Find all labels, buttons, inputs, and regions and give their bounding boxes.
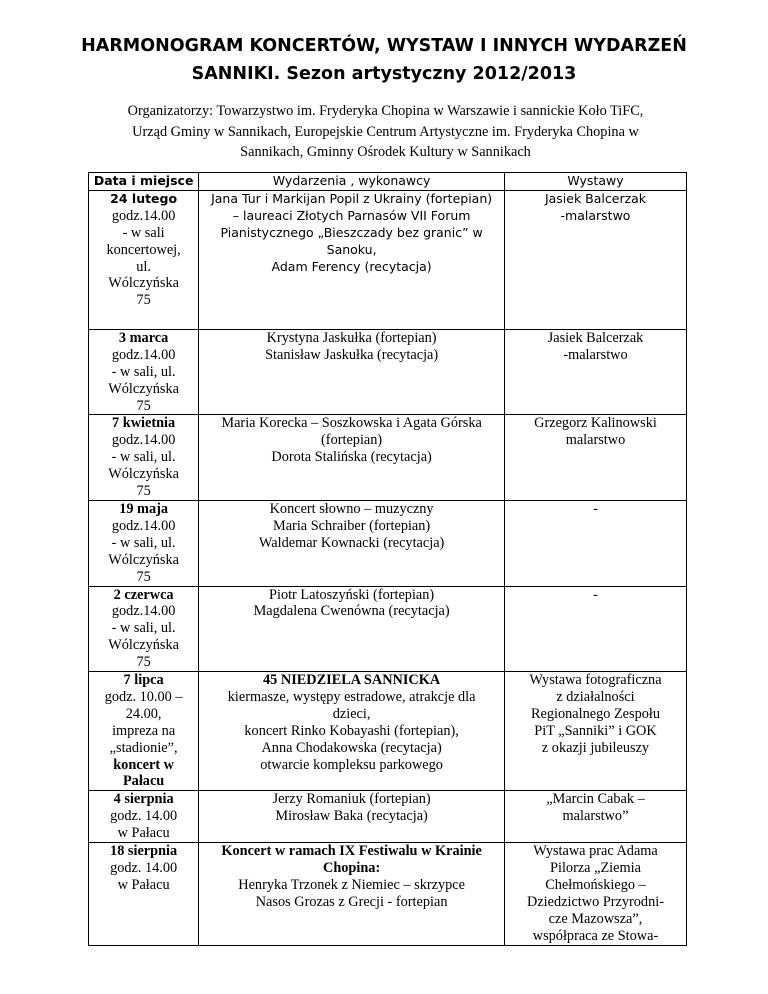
date-cell — [89, 586, 199, 672]
event-line: Magdalena Cwenówna (recytacja) — [253, 603, 450, 620]
event-line: Henryka Trzonek z Niemiec – skrzypce — [238, 876, 465, 893]
event-cell — [199, 672, 505, 791]
exhibition-line: Pilorza „Ziemia — [550, 860, 641, 876]
exhibition-line: Dziedzictwo Przyrodni- — [527, 893, 664, 910]
header-exhibitions: Wystawy — [504, 173, 686, 191]
date-label: 2 czerwca — [113, 586, 174, 603]
event-line: – laureaci Złotych Parnasów VII Forum — [232, 207, 471, 223]
exhibition-line: Wystawa fotograficzna — [529, 672, 662, 689]
event-line: Piotr Latoszyński (fortepian) — [269, 586, 435, 603]
event-line: (fortepian) — [321, 432, 383, 449]
event-cell — [199, 586, 505, 672]
event-title: Chopina: — [323, 860, 381, 876]
exhibition-line: malarstwo — [565, 432, 626, 449]
date-label: 7 lipca — [123, 672, 164, 689]
date-line: „stadionie”, — [109, 739, 178, 756]
table-row — [89, 415, 687, 501]
date-line: - w sali, ul. — [111, 620, 176, 637]
organizers-line-1: Organizatorzy: Towarzystwo im. Fryderyka Chopina w Warszawie i sannickie Koło TiFC, — [127, 103, 644, 119]
event-line: Mirosław Baka (recytacja) — [275, 808, 428, 825]
exhibition-cell — [504, 500, 686, 586]
event-line: Waldemar Kownacki (recytacja) — [258, 534, 445, 551]
date-line: impreza na — [112, 722, 176, 739]
date-line: godz.14.00 — [111, 517, 176, 534]
date-line: koncert w — [113, 756, 174, 773]
date-label: 3 marca — [118, 329, 169, 346]
event-line: kiermasze, występy estradowe, atrakcje dla — [227, 688, 476, 705]
exhibition-cell — [504, 843, 686, 945]
date-line: Wólczyńska — [108, 637, 179, 654]
exhibition-cell — [504, 672, 686, 791]
title-line-1: HARMONOGRAM KONCERTÓW, WYSTAW I INNYCH WYDARZEŃ — [81, 36, 687, 56]
event-line: Jana Tur i Markijan Popil z Ukrainy (fortepian) — [211, 190, 493, 206]
exhibition-line: Grzegorz Kalinowski — [534, 415, 657, 432]
table-header-row — [89, 173, 687, 191]
date-line: w Pałacu — [117, 825, 170, 842]
event-line: Jerzy Romaniuk (fortepian) — [272, 791, 431, 808]
exhibition-line: - — [593, 500, 598, 517]
exhibition-line: z okazji jubileuszy — [541, 739, 650, 756]
table-row — [89, 672, 687, 791]
event-line: Koncert słowno – muzyczny — [269, 500, 434, 517]
date-label: 18 sierpnia — [110, 843, 178, 860]
date-line: - w sali, ul. — [111, 534, 176, 551]
event-line: Dorota Stalińska (recytacja) — [271, 449, 432, 466]
date-label: 4 sierpnia — [113, 791, 174, 808]
date-cell — [89, 329, 199, 415]
exhibition-line: „Marcin Cabak – — [546, 791, 645, 808]
table-row — [89, 329, 687, 415]
date-line: Wólczyńska — [108, 466, 179, 483]
exhibition-line: Chełmońskiego – — [545, 876, 646, 893]
exhibition-cell — [504, 415, 686, 501]
event-line: Adam Ferency (recytacja) — [271, 258, 432, 274]
date-line: 24.00, — [125, 705, 162, 722]
table-row — [89, 586, 687, 672]
date-line: ul. — [136, 258, 151, 275]
date-line: godz.14.00 — [111, 207, 176, 224]
event-line: Sanoku, — [326, 241, 377, 257]
exhibition-cell — [504, 190, 686, 329]
exhibition-cell — [504, 791, 686, 843]
event-cell — [199, 843, 505, 945]
date-label: 7 kwietnia — [112, 415, 176, 432]
event-line: koncert Rinko Kobayashi (fortepian), — [244, 722, 459, 739]
date-cell — [89, 500, 199, 586]
schedule-table — [88, 172, 687, 946]
date-line: godz.14.00 — [111, 432, 176, 449]
event-cell — [199, 500, 505, 586]
date-line: godz.14.00 — [111, 603, 176, 620]
organizers-line-3: Sannikach, Gminny Ośrodek Kultury w Sannikach — [240, 144, 531, 160]
exhibition-line: PiT „Sanniki” i GOK — [534, 722, 657, 739]
date-line: - w sali, ul. — [111, 449, 176, 466]
date-label: 19 maja — [119, 500, 169, 517]
table-row — [89, 843, 687, 945]
date-line: 75 — [136, 568, 151, 585]
exhibition-line: Jasiek Balcerzak — [547, 329, 644, 346]
date-line: godz.14.00 — [111, 346, 176, 363]
table-row — [89, 190, 687, 329]
event-line: Anna Chodakowska (recytacja) — [261, 739, 442, 756]
date-line: 75 — [136, 654, 151, 671]
event-cell — [199, 415, 505, 501]
date-cell — [89, 791, 199, 843]
date-label: 24 lutego — [110, 190, 178, 206]
table-row — [89, 791, 687, 843]
organizers-line-2: Urząd Gminy w Sannikach, Europejskie Centrum Artystyczne im. Fryderyka Chopina w — [132, 123, 639, 140]
document-title — [0, 32, 768, 88]
date-line: - w sali — [122, 224, 165, 241]
event-line: Krystyna Jaskułka (fortepian) — [266, 329, 437, 346]
date-line: godz. 10.00 – — [104, 688, 183, 705]
header-events: Wydarzenia , wykonawcy — [199, 173, 505, 191]
event-line: Pianistycznego „Bieszczady bez granic” w — [220, 224, 483, 240]
event-cell — [199, 329, 505, 415]
event-line: Nasos Grozas z Grecji - fortepian — [255, 893, 448, 910]
date-line: godz. 14.00 — [110, 860, 178, 876]
title-line-2: SANNIKI. Sezon artystyczny 2012/2013 — [191, 64, 577, 84]
date-line: godz. 14.00 — [110, 808, 178, 825]
event-line: Stanisław Jaskułka (recytacja) — [265, 346, 439, 363]
event-line: otwarcie kompleksu parkowego — [260, 756, 443, 773]
date-line: 75 — [136, 483, 151, 500]
date-line: Wólczyńska — [108, 380, 179, 397]
exhibition-line: -malarstwo — [560, 207, 631, 223]
date-line: 75 — [136, 397, 151, 414]
date-line: Wólczyńska — [108, 275, 179, 292]
event-line: Maria Korecka – Soszkowska i Agata Górska — [221, 415, 482, 432]
table-row — [89, 500, 687, 586]
header-date-place: Data i miejsce — [89, 173, 199, 191]
exhibition-line: Regionalnego Zespołu — [530, 705, 661, 722]
date-line: Wólczyńska — [108, 551, 179, 568]
exhibition-line: Jasiek Balcerzak — [544, 190, 647, 206]
date-line: koncertowej, — [106, 241, 181, 258]
event-line: dzieci, — [332, 705, 371, 722]
event-cell — [199, 791, 505, 843]
date-cell — [89, 843, 199, 945]
date-cell — [89, 190, 199, 329]
date-cell — [89, 415, 199, 501]
exhibition-line: z działalności — [556, 688, 635, 705]
event-line: Maria Schraiber (fortepian) — [273, 517, 431, 534]
date-line: 75 — [136, 292, 151, 309]
date-line: - w sali, ul. — [111, 363, 176, 380]
exhibition-line: cze Mazowsza”, — [548, 910, 643, 927]
event-title: Koncert w ramach IX Festiwalu w Krainie — [221, 843, 482, 860]
exhibition-line: - — [593, 586, 598, 603]
exhibition-line: Wystawa prac Adama — [533, 843, 658, 860]
date-line: w Pałacu — [117, 876, 170, 893]
exhibition-cell — [504, 329, 686, 415]
exhibition-line: malarstwo” — [562, 808, 629, 825]
exhibition-cell — [504, 586, 686, 672]
event-cell — [199, 190, 505, 329]
event-title: 45 NIEDZIELA SANNICKA — [263, 672, 441, 689]
date-cell — [89, 672, 199, 791]
exhibition-line: współpraca ze Stowa- — [532, 927, 659, 944]
organizers-paragraph — [88, 101, 683, 163]
exhibition-line: -malarstwo — [563, 346, 628, 363]
date-line: Pałacu — [122, 773, 165, 790]
